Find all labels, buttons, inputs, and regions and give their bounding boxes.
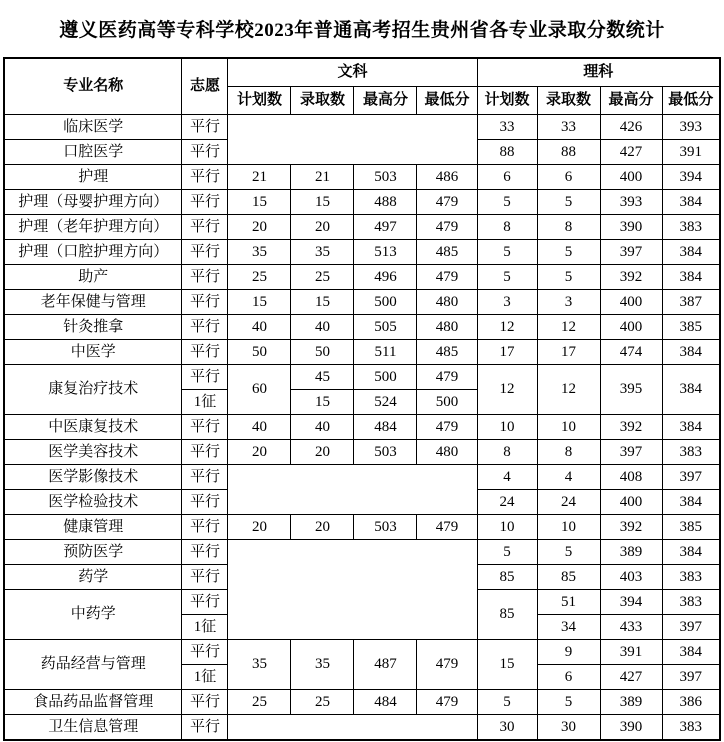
table-row bbox=[4, 415, 720, 440]
col-header-li-max: 最高分 bbox=[600, 87, 662, 115]
major-cell: 康复治疗技术 bbox=[4, 365, 182, 415]
wen-min-cell: 480 bbox=[417, 440, 477, 465]
li-plan-cell: 12 bbox=[477, 315, 537, 340]
wen-plan-cell: 35 bbox=[228, 640, 291, 690]
wen-max-cell: 487 bbox=[354, 640, 417, 690]
table-row bbox=[4, 240, 720, 265]
major-cell: 口腔医学 bbox=[4, 140, 182, 165]
preference-cell: 平行 bbox=[182, 190, 228, 215]
table-row bbox=[4, 515, 720, 540]
wen-max-cell: 484 bbox=[354, 690, 417, 715]
wen-plan-cell: 15 bbox=[228, 190, 291, 215]
table-row bbox=[4, 540, 720, 565]
table-row bbox=[4, 440, 720, 465]
col-header-wen-min: 最低分 bbox=[417, 87, 477, 115]
li-plan-cell: 33 bbox=[477, 115, 537, 140]
empty-wen-cell bbox=[228, 540, 477, 640]
li-plan-cell: 5 bbox=[477, 240, 537, 265]
li-plan-cell: 24 bbox=[477, 490, 537, 515]
major-cell: 护理（母婴护理方向） bbox=[4, 190, 182, 215]
table-row bbox=[4, 190, 720, 215]
wen-min-cell: 479 bbox=[417, 690, 477, 715]
li-max-cell: 400 bbox=[600, 490, 662, 515]
li-admitted-cell: 6 bbox=[537, 165, 600, 190]
li-min-cell: 384 bbox=[662, 490, 720, 515]
wen-admitted-cell: 15 bbox=[291, 390, 354, 415]
li-admitted-cell: 9 bbox=[537, 640, 600, 665]
preference-cell: 平行 bbox=[182, 215, 228, 240]
col-header-preference: 志愿 bbox=[182, 58, 228, 115]
wen-max-cell: 513 bbox=[354, 240, 417, 265]
li-plan-cell: 85 bbox=[477, 590, 537, 640]
major-cell: 健康管理 bbox=[4, 515, 182, 540]
li-admitted-cell: 12 bbox=[537, 315, 600, 340]
preference-cell: 平行 bbox=[182, 565, 228, 590]
preference-cell: 1征 bbox=[182, 390, 228, 415]
li-max-cell: 403 bbox=[600, 565, 662, 590]
li-admitted-cell: 5 bbox=[537, 540, 600, 565]
table-header bbox=[4, 58, 720, 115]
li-min-cell: 384 bbox=[662, 340, 720, 365]
li-min-cell: 384 bbox=[662, 265, 720, 290]
major-cell: 医学检验技术 bbox=[4, 490, 182, 515]
wen-min-cell: 479 bbox=[417, 190, 477, 215]
wen-admitted-cell: 45 bbox=[291, 365, 354, 390]
wen-admitted-cell: 20 bbox=[291, 215, 354, 240]
li-plan-cell: 10 bbox=[477, 515, 537, 540]
li-admitted-cell: 17 bbox=[537, 340, 600, 365]
preference-cell: 平行 bbox=[182, 290, 228, 315]
wen-max-cell: 500 bbox=[354, 365, 417, 390]
wen-plan-cell: 40 bbox=[228, 315, 291, 340]
li-max-cell: 390 bbox=[600, 715, 662, 741]
wen-min-cell: 479 bbox=[417, 215, 477, 240]
li-max-cell: 392 bbox=[600, 415, 662, 440]
li-min-cell: 397 bbox=[662, 465, 720, 490]
li-max-cell: 427 bbox=[600, 665, 662, 690]
li-plan-cell: 88 bbox=[477, 140, 537, 165]
table-row bbox=[4, 265, 720, 290]
col-header-li-admitted: 录取数 bbox=[537, 87, 600, 115]
li-min-cell: 383 bbox=[662, 440, 720, 465]
table-body bbox=[4, 115, 720, 741]
table-row bbox=[4, 165, 720, 190]
preference-cell: 平行 bbox=[182, 715, 228, 741]
wen-min-cell: 486 bbox=[417, 165, 477, 190]
li-min-cell: 385 bbox=[662, 315, 720, 340]
li-min-cell: 393 bbox=[662, 115, 720, 140]
preference-cell: 1征 bbox=[182, 615, 228, 640]
preference-cell: 平行 bbox=[182, 640, 228, 665]
li-max-cell: 400 bbox=[600, 165, 662, 190]
preference-cell: 平行 bbox=[182, 690, 228, 715]
preference-cell: 平行 bbox=[182, 265, 228, 290]
major-cell: 护理 bbox=[4, 165, 182, 190]
li-max-cell: 426 bbox=[600, 115, 662, 140]
preference-cell: 平行 bbox=[182, 540, 228, 565]
li-max-cell: 474 bbox=[600, 340, 662, 365]
preference-cell: 平行 bbox=[182, 140, 228, 165]
wen-plan-cell: 50 bbox=[228, 340, 291, 365]
wen-min-cell: 479 bbox=[417, 515, 477, 540]
li-max-cell: 400 bbox=[600, 315, 662, 340]
li-plan-cell: 5 bbox=[477, 190, 537, 215]
major-cell: 助产 bbox=[4, 265, 182, 290]
li-max-cell: 389 bbox=[600, 540, 662, 565]
wen-max-cell: 503 bbox=[354, 440, 417, 465]
empty-wen-cell bbox=[228, 115, 477, 165]
wen-admitted-cell: 40 bbox=[291, 315, 354, 340]
major-cell: 中药学 bbox=[4, 590, 182, 640]
wen-max-cell: 500 bbox=[354, 290, 417, 315]
li-admitted-cell: 12 bbox=[537, 365, 600, 415]
li-max-cell: 393 bbox=[600, 190, 662, 215]
wen-admitted-cell: 35 bbox=[291, 240, 354, 265]
li-plan-cell: 8 bbox=[477, 215, 537, 240]
li-plan-cell: 30 bbox=[477, 715, 537, 741]
wen-plan-cell: 20 bbox=[228, 215, 291, 240]
li-min-cell: 397 bbox=[662, 665, 720, 690]
col-header-li-plan: 计划数 bbox=[477, 87, 537, 115]
wen-min-cell: 479 bbox=[417, 415, 477, 440]
preference-cell: 平行 bbox=[182, 465, 228, 490]
preference-cell: 平行 bbox=[182, 590, 228, 615]
preference-cell: 平行 bbox=[182, 515, 228, 540]
li-max-cell: 397 bbox=[600, 440, 662, 465]
major-cell: 食品药品监督管理 bbox=[4, 690, 182, 715]
wen-admitted-cell: 25 bbox=[291, 265, 354, 290]
major-cell: 卫生信息管理 bbox=[4, 715, 182, 741]
wen-admitted-cell: 15 bbox=[291, 190, 354, 215]
wen-max-cell: 511 bbox=[354, 340, 417, 365]
major-cell: 中医学 bbox=[4, 340, 182, 365]
wen-max-cell: 484 bbox=[354, 415, 417, 440]
col-header-wen-max: 最高分 bbox=[354, 87, 417, 115]
li-min-cell: 391 bbox=[662, 140, 720, 165]
table-row bbox=[4, 115, 720, 140]
wen-plan-cell: 60 bbox=[228, 365, 291, 415]
li-plan-cell: 17 bbox=[477, 340, 537, 365]
li-min-cell: 384 bbox=[662, 540, 720, 565]
li-max-cell: 391 bbox=[600, 640, 662, 665]
wen-min-cell: 480 bbox=[417, 290, 477, 315]
major-cell: 药品经营与管理 bbox=[4, 640, 182, 690]
wen-min-cell: 479 bbox=[417, 640, 477, 690]
li-min-cell: 383 bbox=[662, 565, 720, 590]
li-plan-cell: 12 bbox=[477, 365, 537, 415]
li-admitted-cell: 6 bbox=[537, 665, 600, 690]
li-max-cell: 394 bbox=[600, 590, 662, 615]
li-max-cell: 389 bbox=[600, 690, 662, 715]
li-plan-cell: 10 bbox=[477, 415, 537, 440]
li-admitted-cell: 4 bbox=[537, 465, 600, 490]
wen-plan-cell: 20 bbox=[228, 515, 291, 540]
wen-admitted-cell: 25 bbox=[291, 690, 354, 715]
li-min-cell: 384 bbox=[662, 415, 720, 440]
li-plan-cell: 4 bbox=[477, 465, 537, 490]
major-cell: 临床医学 bbox=[4, 115, 182, 140]
li-admitted-cell: 5 bbox=[537, 240, 600, 265]
admission-score-table bbox=[3, 57, 721, 741]
wen-plan-cell: 25 bbox=[228, 265, 291, 290]
li-max-cell: 395 bbox=[600, 365, 662, 415]
li-plan-cell: 85 bbox=[477, 565, 537, 590]
header-row-groups bbox=[4, 58, 720, 87]
wen-plan-cell: 21 bbox=[228, 165, 291, 190]
li-min-cell: 386 bbox=[662, 690, 720, 715]
col-group-liberal-arts: 文科 bbox=[228, 58, 477, 87]
li-plan-cell: 8 bbox=[477, 440, 537, 465]
empty-wen-cell bbox=[228, 715, 477, 741]
wen-min-cell: 479 bbox=[417, 265, 477, 290]
table-row bbox=[4, 465, 720, 490]
li-admitted-cell: 5 bbox=[537, 190, 600, 215]
wen-max-cell: 503 bbox=[354, 165, 417, 190]
li-min-cell: 397 bbox=[662, 615, 720, 640]
li-admitted-cell: 5 bbox=[537, 690, 600, 715]
table-row bbox=[4, 290, 720, 315]
li-min-cell: 384 bbox=[662, 640, 720, 665]
col-header-major: 专业名称 bbox=[4, 58, 182, 115]
col-header-wen-plan: 计划数 bbox=[228, 87, 291, 115]
table-row bbox=[4, 690, 720, 715]
li-max-cell: 408 bbox=[600, 465, 662, 490]
table-row bbox=[4, 715, 720, 741]
li-admitted-cell: 30 bbox=[537, 715, 600, 741]
li-min-cell: 387 bbox=[662, 290, 720, 315]
li-admitted-cell: 85 bbox=[537, 565, 600, 590]
wen-admitted-cell: 35 bbox=[291, 640, 354, 690]
major-cell: 医学美容技术 bbox=[4, 440, 182, 465]
wen-plan-cell: 25 bbox=[228, 690, 291, 715]
wen-min-cell: 485 bbox=[417, 240, 477, 265]
wen-max-cell: 524 bbox=[354, 390, 417, 415]
li-max-cell: 397 bbox=[600, 240, 662, 265]
table-row bbox=[4, 640, 720, 665]
li-plan-cell: 6 bbox=[477, 165, 537, 190]
li-min-cell: 383 bbox=[662, 715, 720, 741]
major-cell: 药学 bbox=[4, 565, 182, 590]
preference-cell: 平行 bbox=[182, 440, 228, 465]
li-min-cell: 385 bbox=[662, 515, 720, 540]
wen-admitted-cell: 21 bbox=[291, 165, 354, 190]
table-row bbox=[4, 340, 720, 365]
li-max-cell: 427 bbox=[600, 140, 662, 165]
wen-min-cell: 480 bbox=[417, 315, 477, 340]
li-min-cell: 383 bbox=[662, 590, 720, 615]
wen-admitted-cell: 40 bbox=[291, 415, 354, 440]
wen-plan-cell: 35 bbox=[228, 240, 291, 265]
wen-min-cell: 479 bbox=[417, 365, 477, 390]
major-cell: 老年保健与管理 bbox=[4, 290, 182, 315]
li-admitted-cell: 3 bbox=[537, 290, 600, 315]
preference-cell: 平行 bbox=[182, 490, 228, 515]
wen-max-cell: 503 bbox=[354, 515, 417, 540]
li-admitted-cell: 51 bbox=[537, 590, 600, 615]
li-admitted-cell: 88 bbox=[537, 140, 600, 165]
li-max-cell: 392 bbox=[600, 515, 662, 540]
li-min-cell: 394 bbox=[662, 165, 720, 190]
wen-admitted-cell: 15 bbox=[291, 290, 354, 315]
li-admitted-cell: 8 bbox=[537, 215, 600, 240]
li-admitted-cell: 8 bbox=[537, 440, 600, 465]
li-min-cell: 384 bbox=[662, 365, 720, 415]
li-admitted-cell: 10 bbox=[537, 515, 600, 540]
major-cell: 针灸推拿 bbox=[4, 315, 182, 340]
li-plan-cell: 5 bbox=[477, 540, 537, 565]
li-max-cell: 400 bbox=[600, 290, 662, 315]
table-row bbox=[4, 215, 720, 240]
wen-plan-cell: 15 bbox=[228, 290, 291, 315]
wen-max-cell: 505 bbox=[354, 315, 417, 340]
empty-wen-cell bbox=[228, 465, 477, 515]
wen-min-cell: 485 bbox=[417, 340, 477, 365]
major-cell: 护理（口腔护理方向） bbox=[4, 240, 182, 265]
li-plan-cell: 3 bbox=[477, 290, 537, 315]
wen-max-cell: 497 bbox=[354, 215, 417, 240]
wen-max-cell: 488 bbox=[354, 190, 417, 215]
major-cell: 中医康复技术 bbox=[4, 415, 182, 440]
col-header-wen-admitted: 录取数 bbox=[291, 87, 354, 115]
wen-min-cell: 500 bbox=[417, 390, 477, 415]
col-header-li-min: 最低分 bbox=[662, 87, 720, 115]
wen-plan-cell: 20 bbox=[228, 440, 291, 465]
preference-cell: 平行 bbox=[182, 340, 228, 365]
li-min-cell: 384 bbox=[662, 190, 720, 215]
li-min-cell: 384 bbox=[662, 240, 720, 265]
page-title: 遵义医药高等专科学校2023年普通高考招生贵州省各专业录取分数统计 bbox=[59, 20, 665, 41]
wen-admitted-cell: 20 bbox=[291, 440, 354, 465]
preference-cell: 平行 bbox=[182, 315, 228, 340]
table-row bbox=[4, 365, 720, 390]
li-plan-cell: 5 bbox=[477, 690, 537, 715]
preference-cell: 平行 bbox=[182, 165, 228, 190]
col-group-science: 理科 bbox=[477, 58, 720, 87]
li-admitted-cell: 33 bbox=[537, 115, 600, 140]
preference-cell: 1征 bbox=[182, 665, 228, 690]
preference-cell: 平行 bbox=[182, 365, 228, 390]
preference-cell: 平行 bbox=[182, 240, 228, 265]
wen-max-cell: 496 bbox=[354, 265, 417, 290]
li-admitted-cell: 24 bbox=[537, 490, 600, 515]
li-admitted-cell: 10 bbox=[537, 415, 600, 440]
major-cell: 护理（老年护理方向） bbox=[4, 215, 182, 240]
li-max-cell: 390 bbox=[600, 215, 662, 240]
li-plan-cell: 5 bbox=[477, 265, 537, 290]
li-min-cell: 383 bbox=[662, 215, 720, 240]
preference-cell: 平行 bbox=[182, 415, 228, 440]
table-row bbox=[4, 315, 720, 340]
wen-admitted-cell: 20 bbox=[291, 515, 354, 540]
li-admitted-cell: 5 bbox=[537, 265, 600, 290]
li-max-cell: 392 bbox=[600, 265, 662, 290]
major-cell: 预防医学 bbox=[4, 540, 182, 565]
preference-cell: 平行 bbox=[182, 115, 228, 140]
li-max-cell: 433 bbox=[600, 615, 662, 640]
li-plan-cell: 15 bbox=[477, 640, 537, 690]
wen-admitted-cell: 50 bbox=[291, 340, 354, 365]
major-cell: 医学影像技术 bbox=[4, 465, 182, 490]
wen-plan-cell: 40 bbox=[228, 415, 291, 440]
li-admitted-cell: 34 bbox=[537, 615, 600, 640]
